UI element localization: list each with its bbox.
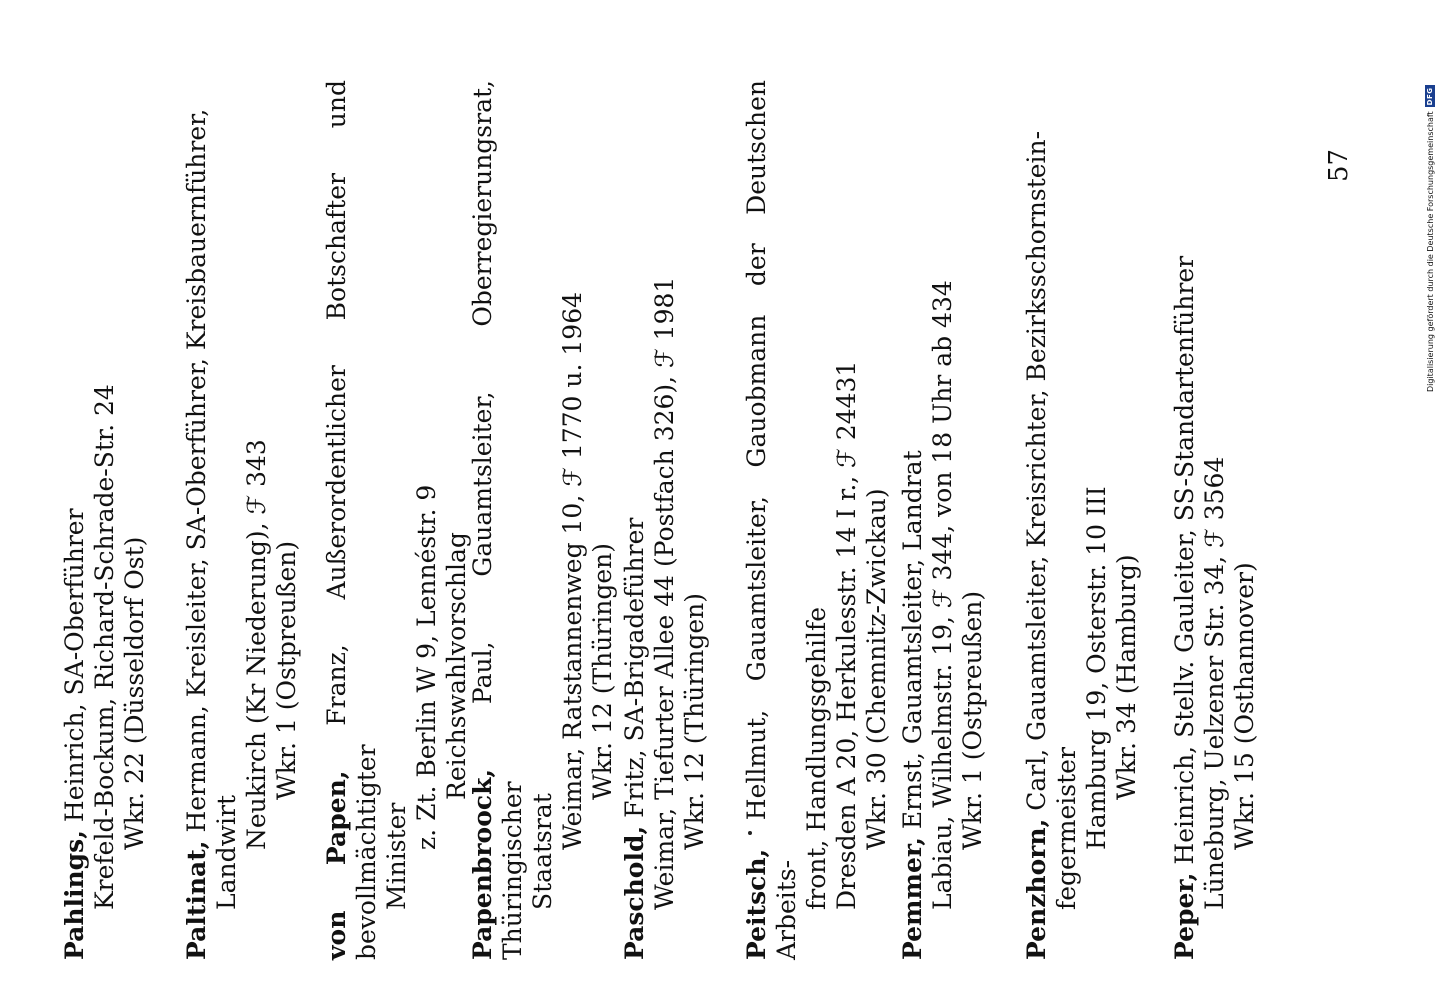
entry-name: von Papen,	[322, 770, 351, 960]
entry-detail-line: Dresden A 20, Herkulesstr. 14 I r., ℱ 24431	[832, 360, 861, 910]
entry-first-line	[322, 80, 382, 960]
entry-name: Paltinat,	[182, 840, 211, 960]
entry-first-line	[898, 80, 928, 960]
entry-first-line	[182, 80, 212, 960]
entry-first-line	[742, 80, 802, 960]
register-entry	[898, 80, 988, 960]
entry-name: Penzhorn,	[1022, 818, 1051, 960]
digitization-credit	[1425, 85, 1435, 392]
entry-description: Franz, Außerordentlicher Botschafter und bevollmächtigter	[322, 80, 381, 960]
entry-detail-line: fegermeister	[1052, 747, 1081, 910]
entry-name: Papenbroock,	[468, 768, 497, 960]
page-number: 57	[1324, 148, 1354, 182]
entry-first-line	[1170, 80, 1200, 960]
entry-detail-line: z. Zt. Berlin W 9, Lennéstr. 9	[412, 484, 441, 850]
entry-detail-line: Minister	[382, 802, 411, 910]
entry-detail-line: Staatsrat	[528, 793, 557, 910]
register-entry	[742, 80, 892, 960]
entry-name: Peper,	[1170, 872, 1199, 960]
entry-description: Hermann, Kreisleiter, SA-Oberführer, Kreisbauernführer,	[182, 108, 211, 833]
register-entry	[620, 80, 710, 960]
entry-detail-line: Wkr. 15 (Osthannover)	[1230, 562, 1259, 850]
entry-detail-line: Weimar, Tiefurter Allee 44 (Postfach 326), ℱ 1981	[650, 276, 679, 910]
credit-text: Digitalisierung gefördert durch die Deutsche Forschungsgemeinschaft	[1425, 111, 1435, 392]
register-entry	[322, 80, 472, 960]
entry-name: Pemmer,	[898, 837, 927, 960]
entry-description: Heinrich, SA-Oberführer	[60, 508, 89, 823]
entry-detail-line: Reichswahlvorschlag	[442, 532, 471, 800]
entry-detail-line: Lüneburg, Uelzener Str. 34, ℱ 3564	[1200, 456, 1229, 910]
entry-detail-line: Hamburg 19, Osterstr. 10 III	[1082, 486, 1111, 850]
register-entry	[60, 80, 150, 960]
entry-detail-line: front, Handlungsgehilfe	[802, 606, 831, 910]
entry-detail-line: Labiau, Wilhelmstr. 19, ℱ 344, von 18 Uhr ab 434	[928, 280, 957, 910]
entry-detail-line: Wkr. 12 (Thüringen)	[680, 592, 709, 850]
entry-description: Ernst, Gauamtsleiter, Landrat	[898, 450, 927, 830]
entry-name: Pahlings,	[60, 830, 89, 960]
entry-description: Fritz, SA-Brigadeführer	[620, 517, 649, 818]
entry-detail-line: Wkr. 22 (Düsseldorf Ost)	[120, 536, 149, 850]
dfg-logo: DFG	[1426, 87, 1434, 106]
entry-first-line	[60, 80, 90, 960]
entry-first-line	[468, 80, 528, 960]
entry-detail-line: Wkr. 12 (Thüringen)	[588, 542, 617, 800]
entry-first-line	[620, 80, 650, 960]
entry-description: Paul, Gauamtsleiter, Oberregierungsrat, Thüringischer	[468, 80, 527, 960]
entry-description: Carl, Gauamtsleiter, Kreisrichter, Bezirksschornstein-	[1022, 130, 1051, 811]
rotated-page	[60, 80, 1390, 960]
entry-description: Hellmut, Gauamtsleiter, Gauobmann der Deutschen Arbeits-	[742, 80, 801, 960]
entry-detail-line: Neukirch (Kr Niederung), ℱ 343	[242, 439, 271, 850]
entry-detail-line: Wkr. 34 (Hamburg)	[1112, 554, 1141, 800]
register-entry	[182, 80, 302, 960]
page-content	[60, 80, 1390, 960]
entry-name: Paschold,	[620, 825, 649, 960]
entry-detail-line: Weimar, Ratstannenweg 10, ℱ 1770 u. 1964	[558, 291, 587, 850]
entry-description: Heinrich, Stellv. Gauleiter, SS-Standartenführer	[1170, 255, 1199, 865]
entry-first-line	[1022, 80, 1052, 960]
entry-detail-line: Wkr. 1 (Ostpreußen)	[958, 590, 987, 850]
register-entry	[1170, 80, 1260, 960]
entry-detail-line: Wkr. 30 (Chemnitz-Zwickau)	[862, 488, 891, 850]
entry-detail-line: Wkr. 1 (Ostpreußen)	[272, 540, 301, 800]
entry-detail-line: Landwirt	[212, 794, 241, 910]
register-entry	[468, 80, 618, 960]
entry-name: Peitsch,	[742, 848, 771, 960]
register-entry	[1022, 80, 1142, 960]
entry-detail-line: Krefeld-Bockum, Richard-Schrade-Str. 24	[90, 384, 119, 910]
